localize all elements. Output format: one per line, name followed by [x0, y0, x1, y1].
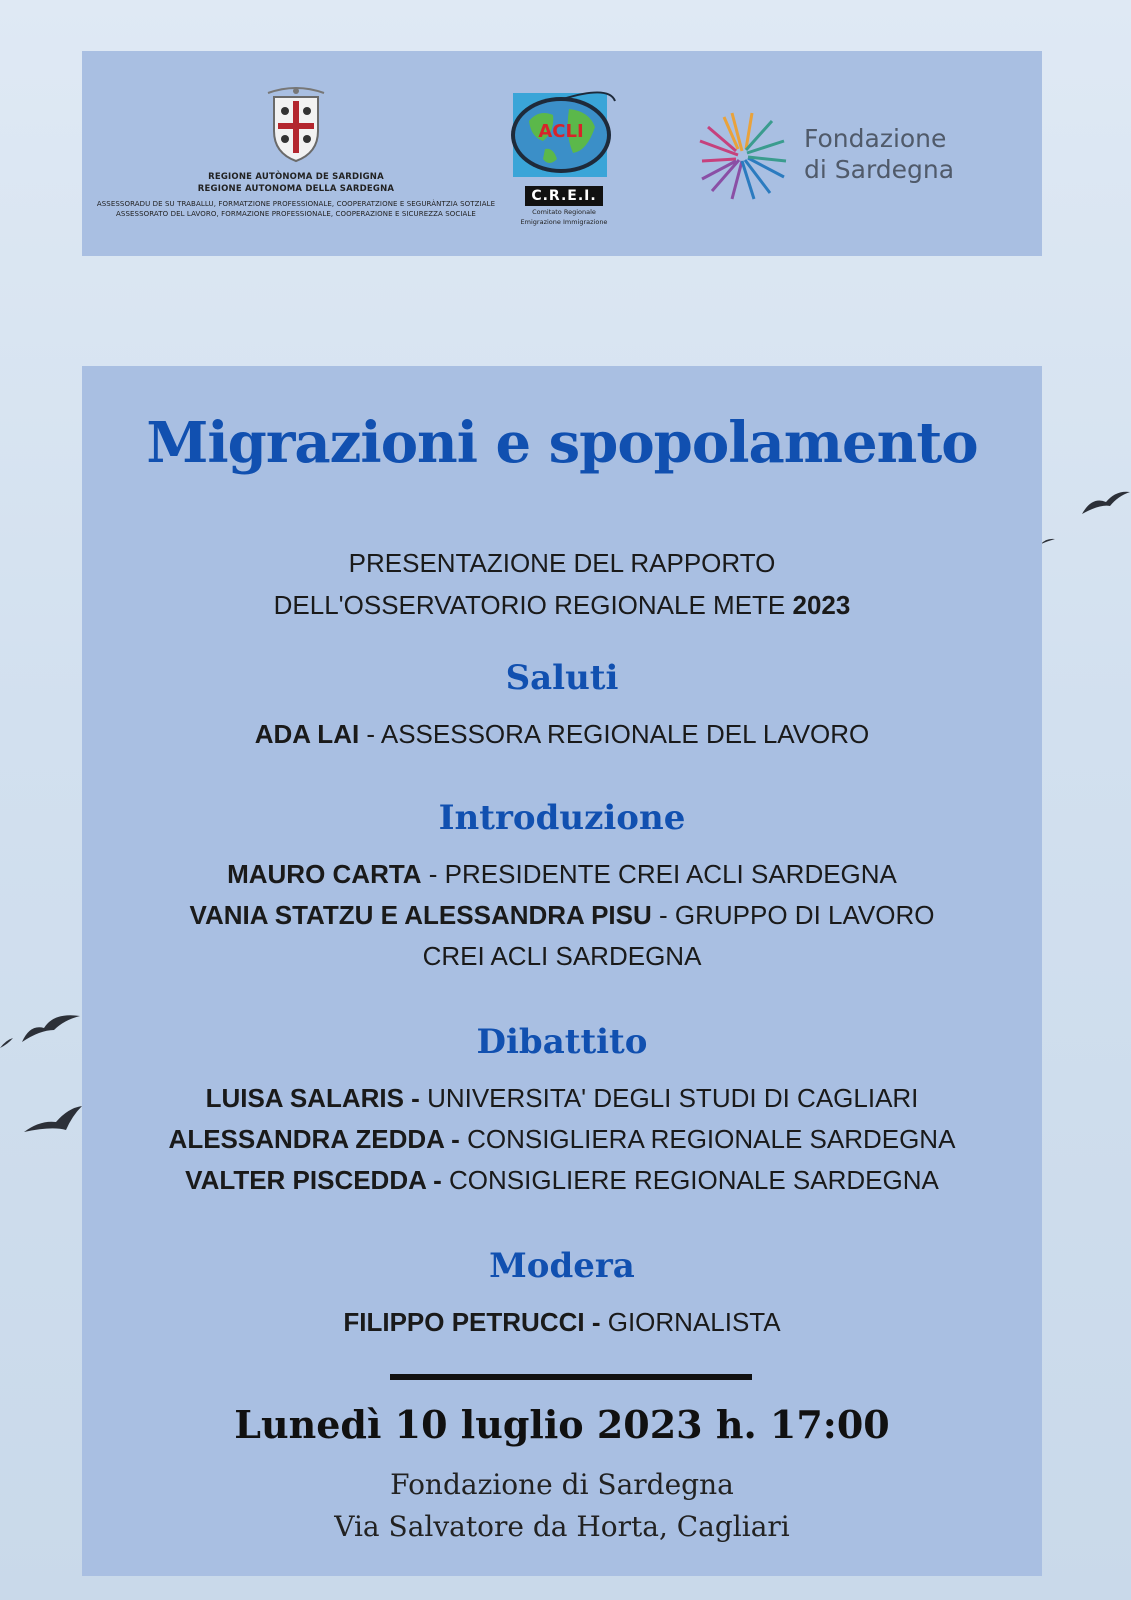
- speaker-name: VANIA STATZU E ALESSANDRA PISU: [189, 900, 652, 930]
- logo-banner: [82, 51, 1042, 256]
- speaker-role: CONSIGLIERA REGIONALE SARDEGNA: [467, 1124, 956, 1154]
- saluti-list: [112, 714, 1012, 755]
- subtitle-line2: [82, 584, 1042, 626]
- event-venue: [82, 1464, 1042, 1548]
- speaker-name: VALTER PISCEDDA -: [185, 1165, 450, 1195]
- bird-icon: [22, 1102, 84, 1138]
- speaker-row: [112, 1160, 1012, 1201]
- section-heading-dibattito: Dibattito: [476, 1022, 648, 1062]
- speaker-row: [112, 1302, 1012, 1343]
- divider: [390, 1374, 752, 1380]
- speaker-row: [112, 854, 1012, 895]
- speaker-role: - ASSESSORA REGIONALE DEL LAVORO: [359, 719, 870, 749]
- globe-icon: [509, 91, 619, 181]
- speaker-row: [112, 936, 1012, 977]
- event-date: Lunedì 10 luglio 2023 h. 17:00: [234, 1402, 890, 1447]
- coat-of-arms-icon: [260, 87, 332, 165]
- section-heading-modera: Modera: [489, 1246, 635, 1286]
- bird-icon: [1080, 488, 1131, 518]
- fondazione-line1: Fondazione: [804, 124, 947, 153]
- speaker-row: [112, 1119, 1012, 1160]
- bird-icon: [20, 1010, 82, 1046]
- bird-icon: [1040, 536, 1056, 546]
- region-name-line2: REGIONE AUTONOMA DELLA SARDEGNA: [197, 184, 395, 194]
- programme-card: [82, 366, 1042, 1576]
- speaker-name: LUISA SALARIS -: [205, 1083, 428, 1113]
- region-logo: [96, 87, 496, 219]
- fondazione-line2: di Sardegna: [804, 155, 955, 184]
- introduzione-list: [112, 854, 1012, 977]
- acli-globe-text: ACLI: [538, 121, 584, 142]
- dibattito-list: [112, 1078, 1012, 1201]
- section-heading-saluti: Saluti: [505, 658, 619, 698]
- subtitle: [82, 542, 1042, 626]
- subtitle-line2-text: DELL'OSSERVATORIO REGIONALE METE: [273, 590, 793, 620]
- speaker-row: [112, 714, 1012, 755]
- subtitle-line1: PRESENTAZIONE DEL RAPPORTO: [348, 548, 776, 578]
- acli-sub-line2: Emigrazione Immigrazione: [520, 218, 608, 226]
- venue-line1: Fondazione di Sardegna: [390, 1468, 734, 1501]
- star-logo-icon: [692, 105, 792, 205]
- speaker-role: CREI ACLI SARDEGNA: [422, 941, 702, 971]
- speaker-name: ADA LAI: [254, 719, 360, 749]
- speaker-name: MAURO CARTA: [227, 859, 422, 889]
- speaker-row: [112, 1078, 1012, 1119]
- speaker-row: [112, 895, 1012, 936]
- section-heading-introduzione: Introduzione: [438, 798, 686, 838]
- crei-badge: C.R.E.I.: [525, 186, 602, 206]
- speaker-role: UNIVERSITA' DEGLI STUDI DI CAGLIARI: [427, 1083, 919, 1113]
- modera-list: [112, 1302, 1012, 1343]
- acli-crei-logo: [508, 91, 620, 226]
- speaker-role: - PRESIDENTE CREI ACLI SARDEGNA: [421, 859, 897, 889]
- venue-line2: Via Salvatore da Horta, Cagliari: [334, 1510, 790, 1543]
- speaker-name: FILIPPO PETRUCCI -: [343, 1307, 608, 1337]
- subtitle-year: 2023: [792, 590, 851, 620]
- fondazione-logo: [692, 105, 1012, 205]
- region-name-line1: REGIONE AUTÒNOMA DE SARDIGNA: [208, 172, 384, 182]
- speaker-role: - GRUPPO DI LAVORO: [651, 900, 935, 930]
- bird-icon: [0, 1036, 14, 1050]
- acli-sub-line1: Comitato Regionale: [532, 208, 596, 216]
- fondazione-name: [804, 123, 954, 185]
- speaker-role: CONSIGLIERE REGIONALE SARDEGNA: [449, 1165, 939, 1195]
- page-title: Migrazioni e spopolamento: [146, 410, 978, 476]
- region-department-line2: ASSESSORATO DEL LAVORO, FORMAZIONE PROFESSIONALE, COOPERAZIONE E SICUREZZA SOCIALE: [116, 210, 476, 218]
- region-department-line1: ASSESSORADU DE SU TRABALLU, FORMATZIONE PROFESSIONALE, COOPERATZIONE E SEGURÀNTZIA SOTZIALE: [96, 200, 496, 208]
- speaker-role: GIORNALISTA: [607, 1307, 781, 1337]
- speaker-name: ALESSANDRA ZEDDA -: [168, 1124, 468, 1154]
